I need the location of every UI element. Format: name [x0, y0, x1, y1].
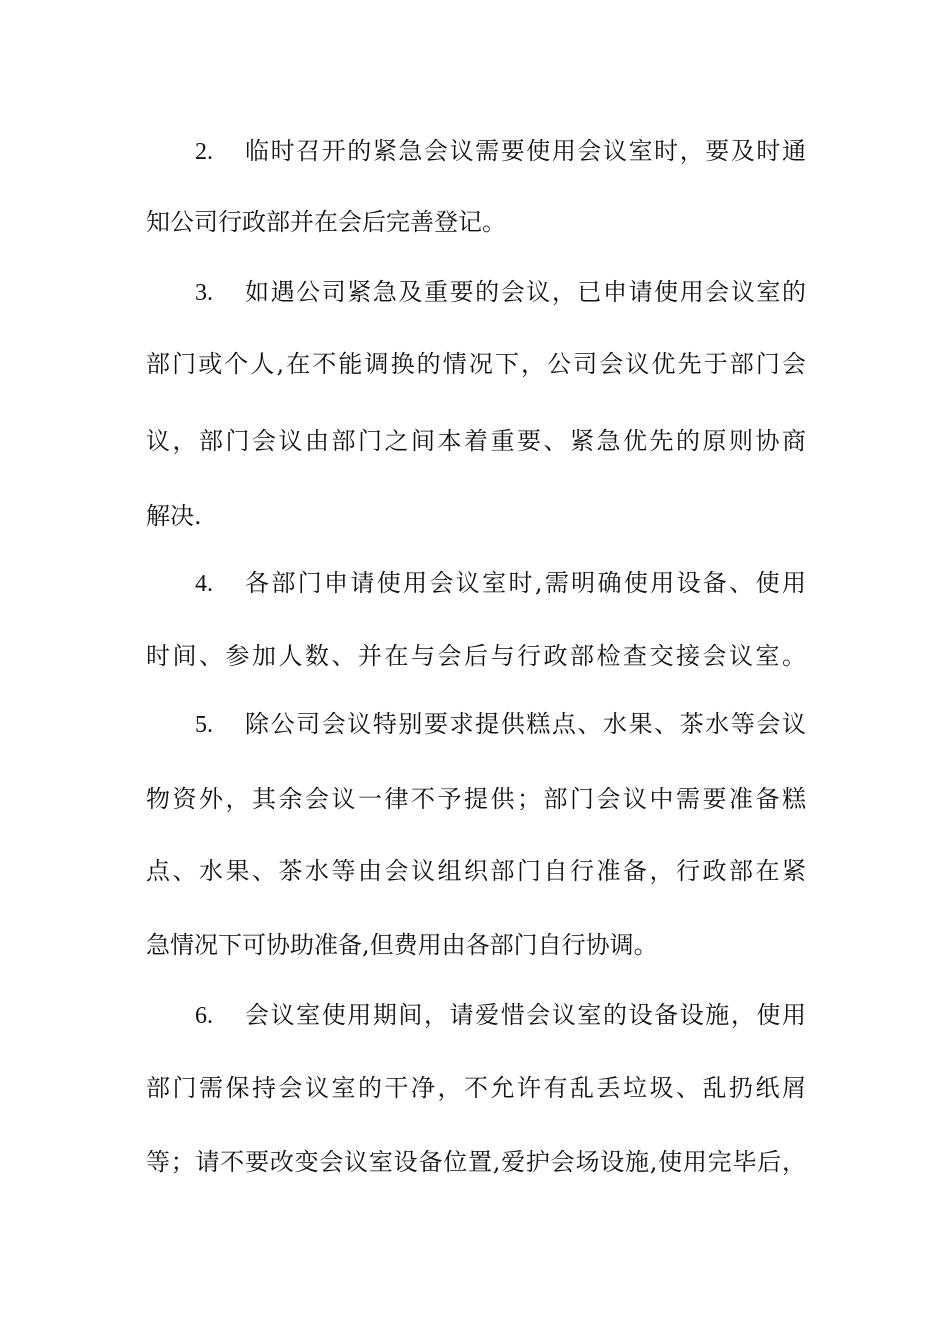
paragraph-number: 2.	[195, 139, 213, 165]
paragraph-5-line-1	[195, 704, 806, 744]
paragraph-text: 各部门申请使用会议室时,需明确使用设备、使用	[245, 569, 806, 597]
paragraph-text: 除公司会议特别要求提供糕点、水果、茶水等会议	[245, 710, 806, 738]
paragraph-3-line-2: 部门或个人,在不能调换的情况下，公司会议优先于部门会	[146, 350, 806, 378]
paragraph-4-line-1	[195, 563, 806, 603]
paragraph-2-line-2: 知公司行政部并在会后完善登记。	[146, 208, 506, 236]
paragraph-5-line-4: 急情况下可协助准备,但费用由各部门自行协调。	[146, 931, 658, 959]
paragraph-6-line-1	[195, 995, 806, 1035]
paragraph-2-line-1	[195, 131, 806, 171]
paragraph-3-line-4: 解决.	[146, 502, 202, 530]
paragraph-3-line-1	[195, 272, 806, 312]
paragraph-5-line-3: 点、水果、茶水等由会议组织部门自行准备，行政部在紧	[146, 857, 806, 885]
paragraph-text: 如遇公司紧急及重要的会议，已申请使用会议室的	[245, 278, 806, 306]
paragraph-text: 临时召开的紧急会议需要使用会议室时，要及时通	[245, 137, 806, 165]
paragraph-3-line-3: 议，部门会议由部门之间本着重要、紧急优先的原则协商	[146, 427, 806, 455]
paragraph-5-line-2: 物资外，其余会议一律不予提供；部门会议中需要准备糕	[146, 785, 806, 813]
paragraph-number: 4.	[195, 571, 213, 597]
paragraph-text: 会议室使用期间，请爱惜会议室的设备设施，使用	[245, 1001, 806, 1029]
paragraph-number: 3.	[195, 280, 213, 306]
paragraph-4-line-2: 时间、参加人数、并在与会后与行政部检查交接会议室。	[146, 642, 806, 670]
paragraph-6-line-2: 部门需保持会议室的干净，不允许有乱丢垃圾、乱扔纸屑	[146, 1074, 806, 1102]
paragraph-number: 6.	[195, 1003, 213, 1029]
paragraph-number: 5.	[195, 712, 213, 738]
paragraph-6-line-3: 等；请不要改变会议室设备位置,爱护会场设施,使用完毕后，	[146, 1148, 806, 1176]
